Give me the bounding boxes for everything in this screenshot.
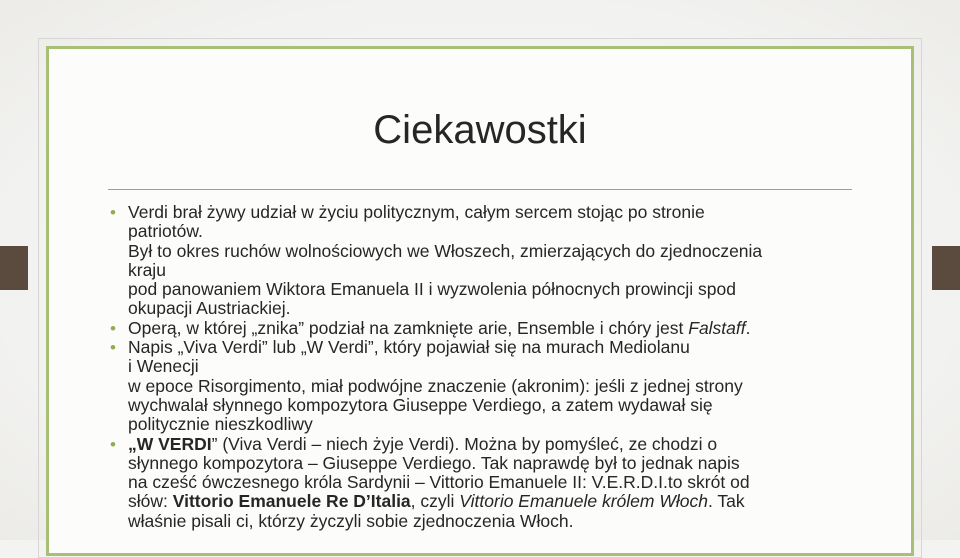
bullet-line: właśnie pisali ci, którzy życzyli sobie zjednoczenia Włoch.: [128, 510, 574, 531]
bullet-text: , czyli: [410, 491, 460, 512]
right-decorative-tab: [932, 246, 960, 290]
bullet-icon: •: [110, 318, 116, 338]
bullet-line: [128, 319, 860, 338]
left-decorative-tab: [0, 246, 28, 290]
bullet-line: patriotów.: [128, 221, 203, 242]
acronym-expansion-bold: Vittorio Emanuele Re D’Italia: [172, 491, 411, 512]
bullet-line: wychwalał słynnego kompozytora Giuseppe Verdiego, a zatem wydawał się: [128, 394, 713, 415]
bullet-line: okupacji Austriackiej.: [128, 298, 291, 319]
bullet-line: Był to okres ruchów wolnościowych we Włoszech, zmierzających do zjednoczenia: [128, 240, 763, 261]
bullet-item-2: [108, 319, 860, 338]
bullet-icon: •: [110, 434, 116, 454]
translation-italic: Vittorio Emanuele królem Włoch: [459, 491, 708, 512]
bullet-item-3: [108, 338, 860, 434]
bullet-line: kraju: [128, 259, 166, 280]
title-divider: [108, 189, 852, 190]
bullet-line: Verdi brał żywy udział w życiu politycznym, całym sercem stojąc po stronie: [128, 203, 705, 222]
bullet-item-1: [108, 203, 860, 319]
bullet-icon: •: [110, 203, 116, 222]
slide-content: [108, 203, 860, 540]
bullet-text: .: [745, 317, 751, 338]
bullet-text: słów:: [128, 491, 173, 512]
bullet-line: i Wenecji: [128, 356, 199, 377]
bullet-line: [128, 435, 860, 454]
bullet-text: Operą, w której „znika” podział na zamknięte arie, Ensemble i chóry jest: [128, 317, 689, 338]
bullet-line: słynnego kompozytora – Giuseppe Verdiego. Tak naprawdę był to jednak napis: [128, 452, 740, 473]
opera-title: Falstaff: [688, 317, 746, 338]
bullet-line: Napis „Viva Verdi” lub „W Verdi”, który pojawiał się na murach Mediolanu: [128, 337, 690, 358]
bullet-line: w epoce Risorgimento, miał podwójne znaczenie (akronim): jeśli z jednej strony: [128, 375, 743, 396]
slide-title: Ciekawostki: [373, 108, 587, 152]
bullet-icon: •: [110, 338, 116, 358]
bullet-text: ” (Viva Verdi – niech żyje Verdi). Można by pomyśleć, ze chodzi o: [211, 433, 718, 454]
bullet-line: politycznie nieszkodliwy: [128, 414, 313, 435]
acronym-bold: „W VERDI: [128, 433, 212, 454]
bullet-item-4: [108, 435, 860, 531]
bullet-line: na cześć ówczesnego króla Sardynii – Vittorio Emanuele II: V.E.R.D.I.to skrót od: [128, 472, 750, 493]
bullet-text: . Tak: [707, 491, 745, 512]
bullet-line: [128, 492, 860, 511]
bullet-line: pod panowaniem Wiktora Emanuela II i wyzwolenia północnych prowincji spod: [128, 279, 736, 300]
